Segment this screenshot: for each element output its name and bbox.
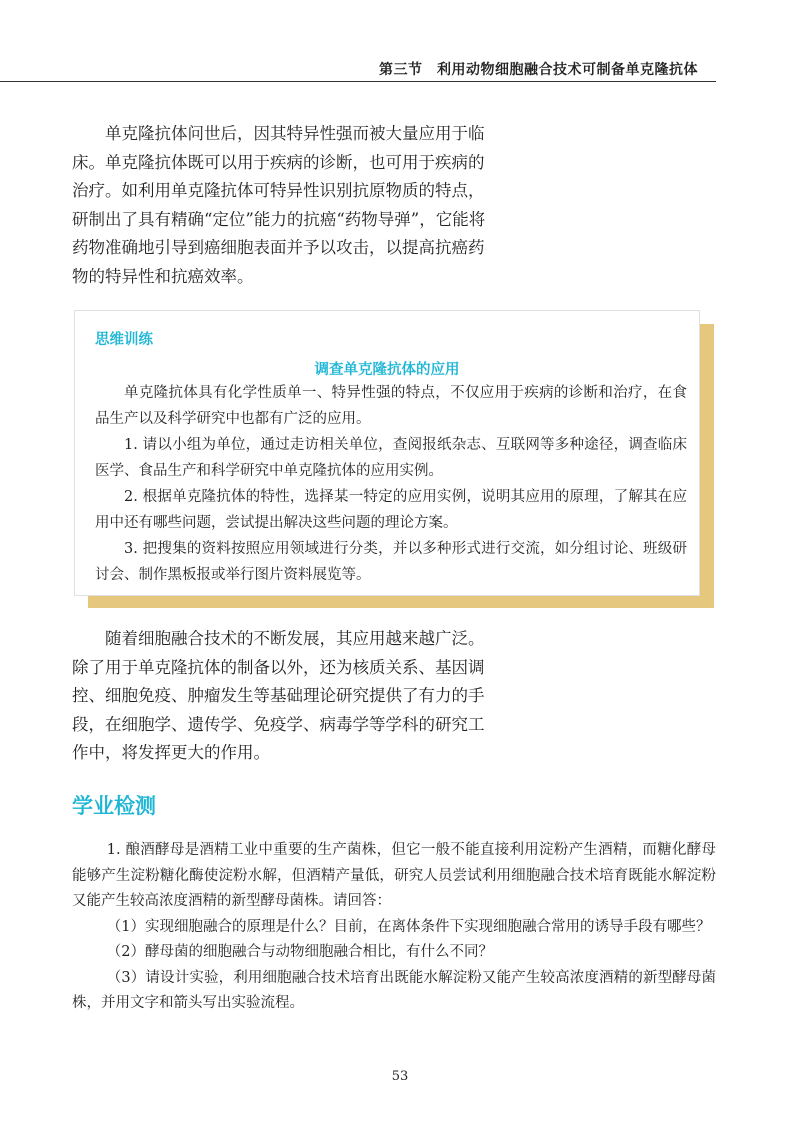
assessment-subquestion-1: （1）实现细胞融合的原理是什么？目前，在离体条件下实现细胞融合常用的诱导手段有哪些？ — [106, 918, 711, 935]
assessment-subquestion-3: （3）请设计实验，利用细胞融合技术培育出既能水解淀粉又能产生较高浓度酒精的新型酵母菌株，并用文字和箭头写出实验流程。 — [72, 969, 716, 1011]
thinking-box-paragraph: 单克隆抗体具有化学性质单一、特异性强的特点，不仅应用于疾病的诊断和治疗，在食品生产以及科学研究中也都有广泛的应用。 — [95, 385, 687, 427]
chapter-header-title: 第三节 利用动物细胞融合技术可制备单克隆抗体 — [379, 62, 698, 78]
thinking-box-content — [95, 380, 687, 588]
intro-section — [72, 120, 498, 291]
after-section — [72, 625, 498, 768]
assessment-content — [72, 838, 716, 1017]
assessment-subquestion-2: （2）酵母菌的细胞融合与动物细胞融合相比，有什么不同？ — [106, 944, 494, 960]
header-divider — [0, 81, 716, 82]
thinking-box-item-3: 3. 把搜集的资料按照应用领域进行分类，并以多种形式进行交流，如分组讨论、班级研讨会、制作黑板报或举行图片资料展览等。 — [95, 541, 687, 583]
assessment-question: 1. 酿酒酵母是酒精工业中重要的生产菌株，但它一般不能直接利用淀粉产生酒精，而糖化酵母能够产生淀粉糖化酶使淀粉水解，但酒精产量低，研究人员尝试利用细胞融合技术培育既能水解淀粉又能产生较高浓度酒精的新型酵母菌株。请回答： — [72, 842, 716, 909]
assessment-heading: 学业检测 — [72, 794, 156, 818]
thinking-box-title: 调查单克隆抗体的应用 — [314, 362, 460, 378]
thinking-box-item-1: 1. 请以小组为单位，通过走访相关单位，查阅报纸杂志、互联网等多种途径，调查临床医学、食品生产和科学研究中单克隆抗体的应用实例。 — [95, 437, 687, 479]
after-paragraph: 随着细胞融合技术的不断发展，其应用越来越广泛。除了用于单克隆抗体的制备以外，还为核质关系、基因调控、细胞免疫、肿瘤发生等基础理论研究提供了有力的手段，在细胞学、遗传学、免疫学、病毒学等学科的研究工作中，将发挥更大的作用。 — [72, 629, 485, 762]
intro-paragraph: 单克隆抗体问世后，因其特异性强而被大量应用于临床。单克隆抗体既可以用于疾病的诊断，也可用于疾病的治疗。如利用单克隆抗体可特异性识别抗原物质的特点，研制出了具有精确“定位”能力的抗癌“药物导弹”，它能将药物准确地引导到癌细胞表面并予以攻击，以提高抗癌药物的特异性和抗癌效率。 — [72, 124, 486, 286]
thinking-box-item-2: 2. 根据单克隆抗体的特性，选择某一特定的应用实例，说明其应用的原理，了解其在应用中还有哪些问题，尝试提出解决这些问题的理论方案。 — [95, 489, 687, 531]
page-number: 53 — [391, 1069, 409, 1084]
thinking-box-label: 思维训练 — [95, 332, 153, 348]
